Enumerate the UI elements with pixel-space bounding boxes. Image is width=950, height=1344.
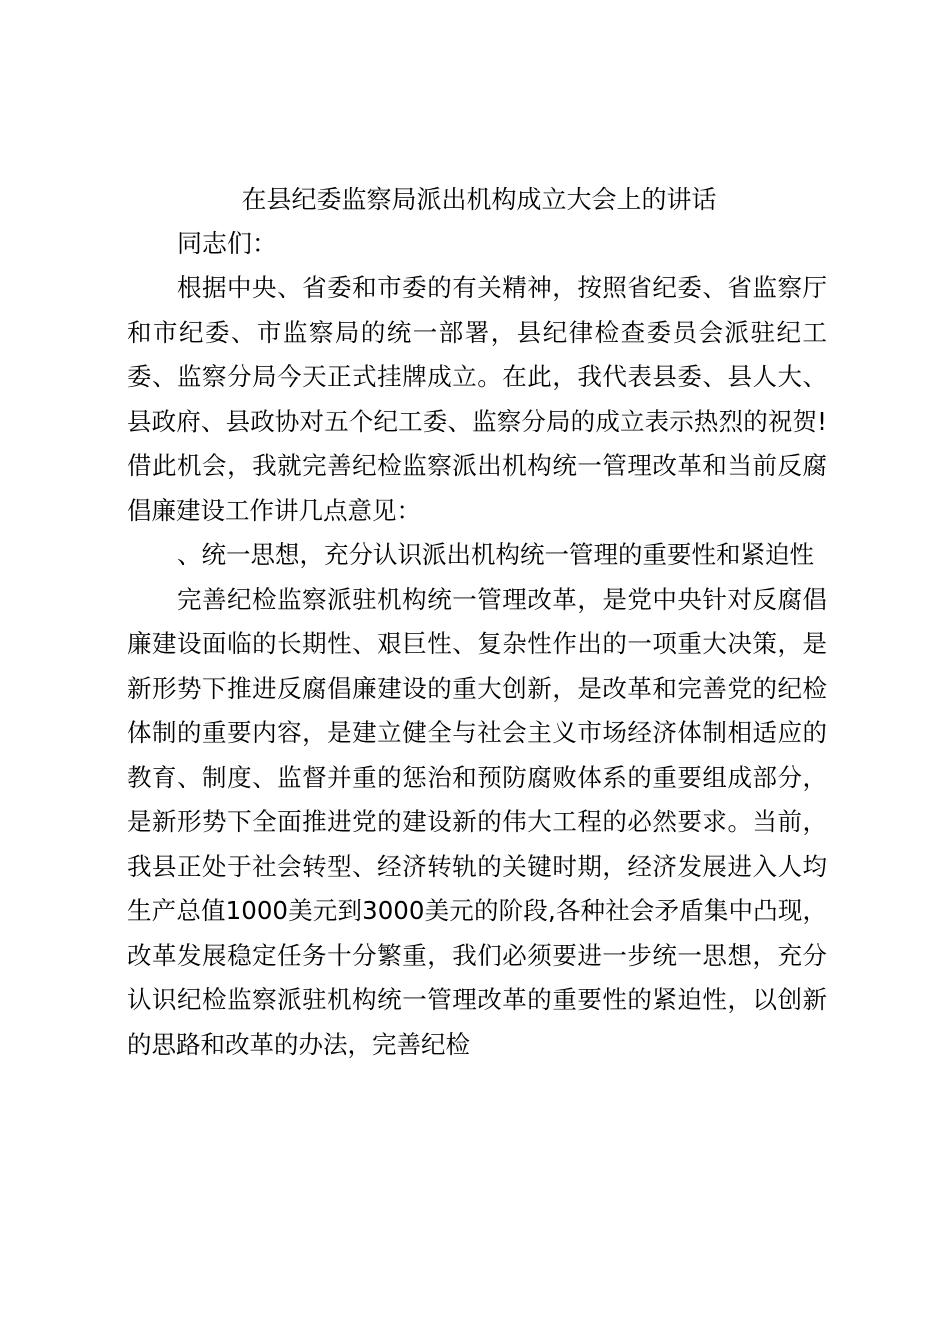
salutation: 同志们： (177, 229, 278, 258)
paragraph-body: 完善纪检监察派驻机构统一管理改革，是党中央针对反腐倡廉建设面临的长期性、艰巨性、复杂性作出的一项重大决策，是新形势下推进反腐倡廉建设的重大创新，是改革和完善党的纪检体制的重要内容，是建立健全与社会主义市场经济体制相适应的教育、制度、监督并重的惩治和预防腐败体系的重要组成部分，是新形势下全面推进党的建设新的伟大工程的必然要求。当前，我县正处于社会转型、经济转轨的关键时期，经济发展进入人均生产总值1000美元到3000美元的阶段,各种社会矛盾集中凸现，改革发展稳定任务十分繁重，我们必须要进一步统一思想，充分认识纪检监察派驻机构统一管理改革的重要性的紧迫性，以创新的思路和改革的办法，完善纪检 (127, 584, 827, 1059)
document-title: 在县纪委监察局派出机构成立大会上的讲话 (241, 185, 717, 214)
paragraph-intro: 根据中央、省委和市委的有关精神，按照省纪委、省监察厅和市纪委、市监察局的统一部署，县纪律检查委员会派驻纪工委、监察分局今天正式挂牌成立。在此，我代表县委、县人大、县政府、县政协对五个纪工委、监察分局的成立表示热烈的祝贺!借此机会，我就完善纪检监察派出机构统一管理改革和当前反腐倡廉建设工作讲几点意见： (127, 273, 827, 525)
section-heading: 、统一思想，充分认识派出机构统一管理的重要性和紧迫性 (177, 540, 814, 569)
document-body (127, 178, 827, 1067)
